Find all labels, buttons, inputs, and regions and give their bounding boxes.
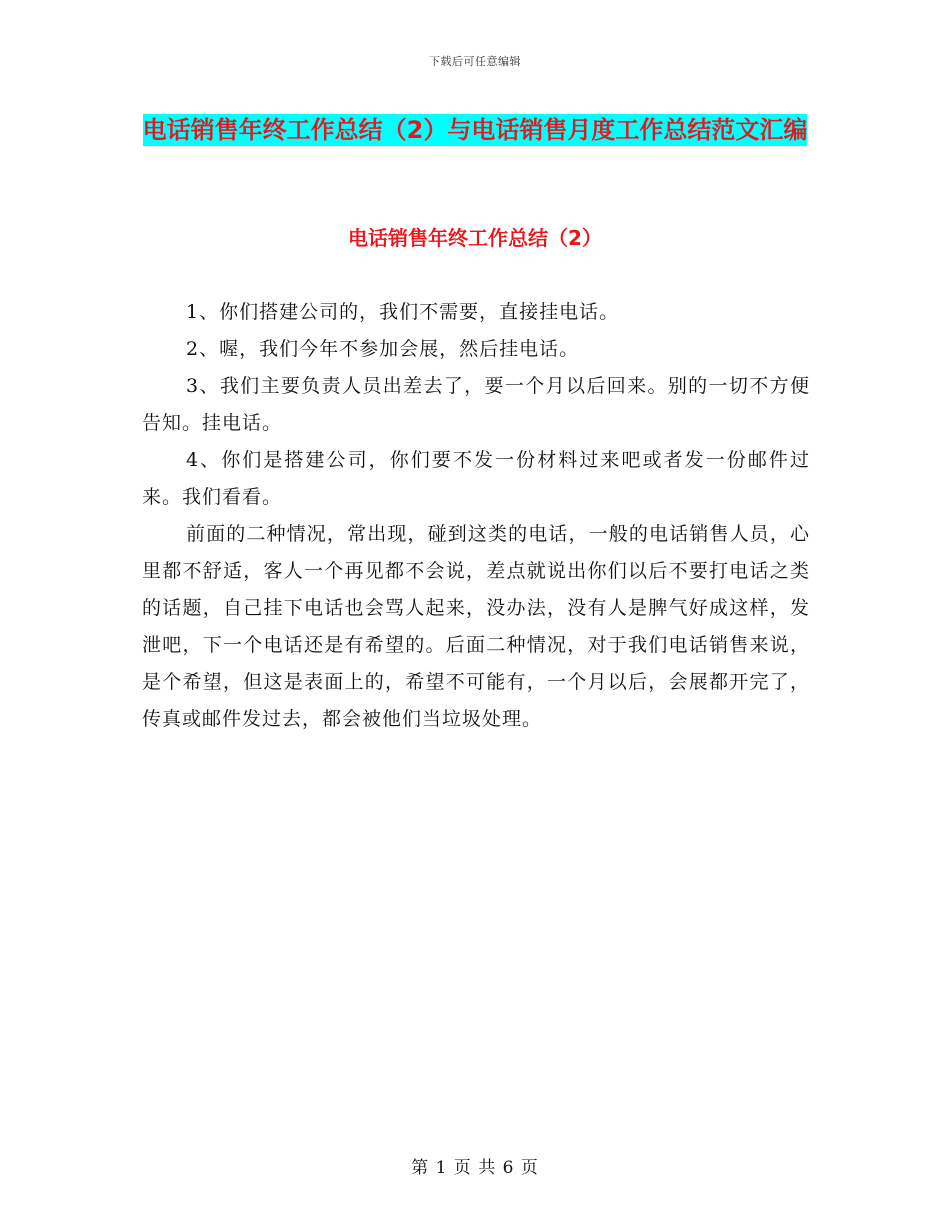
document-title — [140, 108, 810, 153]
paragraph: 1、你们搭建公司的，我们不需要，直接挂电话。 — [186, 301, 620, 323]
paragraph: 3、我们主要负责人员出差去了，要一个月以后回来。别的一切不方便告知。挂电话。 — [142, 375, 810, 434]
page-number: 第 1 页 共 6 页 — [411, 1158, 539, 1178]
document-title-text: 电话销售年终工作总结（2）与电话销售月度工作总结范文汇编 — [142, 116, 808, 144]
section-title: 电话销售年终工作总结（2） — [348, 226, 602, 250]
paragraph: 2、喔，我们今年不参加会展，然后挂电话。 — [186, 338, 580, 360]
paragraph: 前面的二种情况，常出现，碰到这类的电话，一般的电话销售人员，心里都不舒适，客人一个再见都不会说，差点就说出你们以后不要打电话之类的话题，自己挂下电话也会骂人起来，没办法，没有人是脾气好成这样，发泄吧，下一个电话还是有希望的。后面二种情况，对于我们电话销售来说，是个希望，但这是表面上的，希望不可能有，一个月以后，会展都开完了，传真或邮件发过去，都会被他们当垃圾处理。 — [142, 523, 810, 730]
paragraph: 4、你们是搭建公司，你们要不发一份材料过来吧或者发一份邮件过来。我们看看。 — [142, 449, 810, 508]
body-text — [142, 294, 810, 738]
page-header-note: 下载后可任意编辑 — [429, 55, 521, 68]
